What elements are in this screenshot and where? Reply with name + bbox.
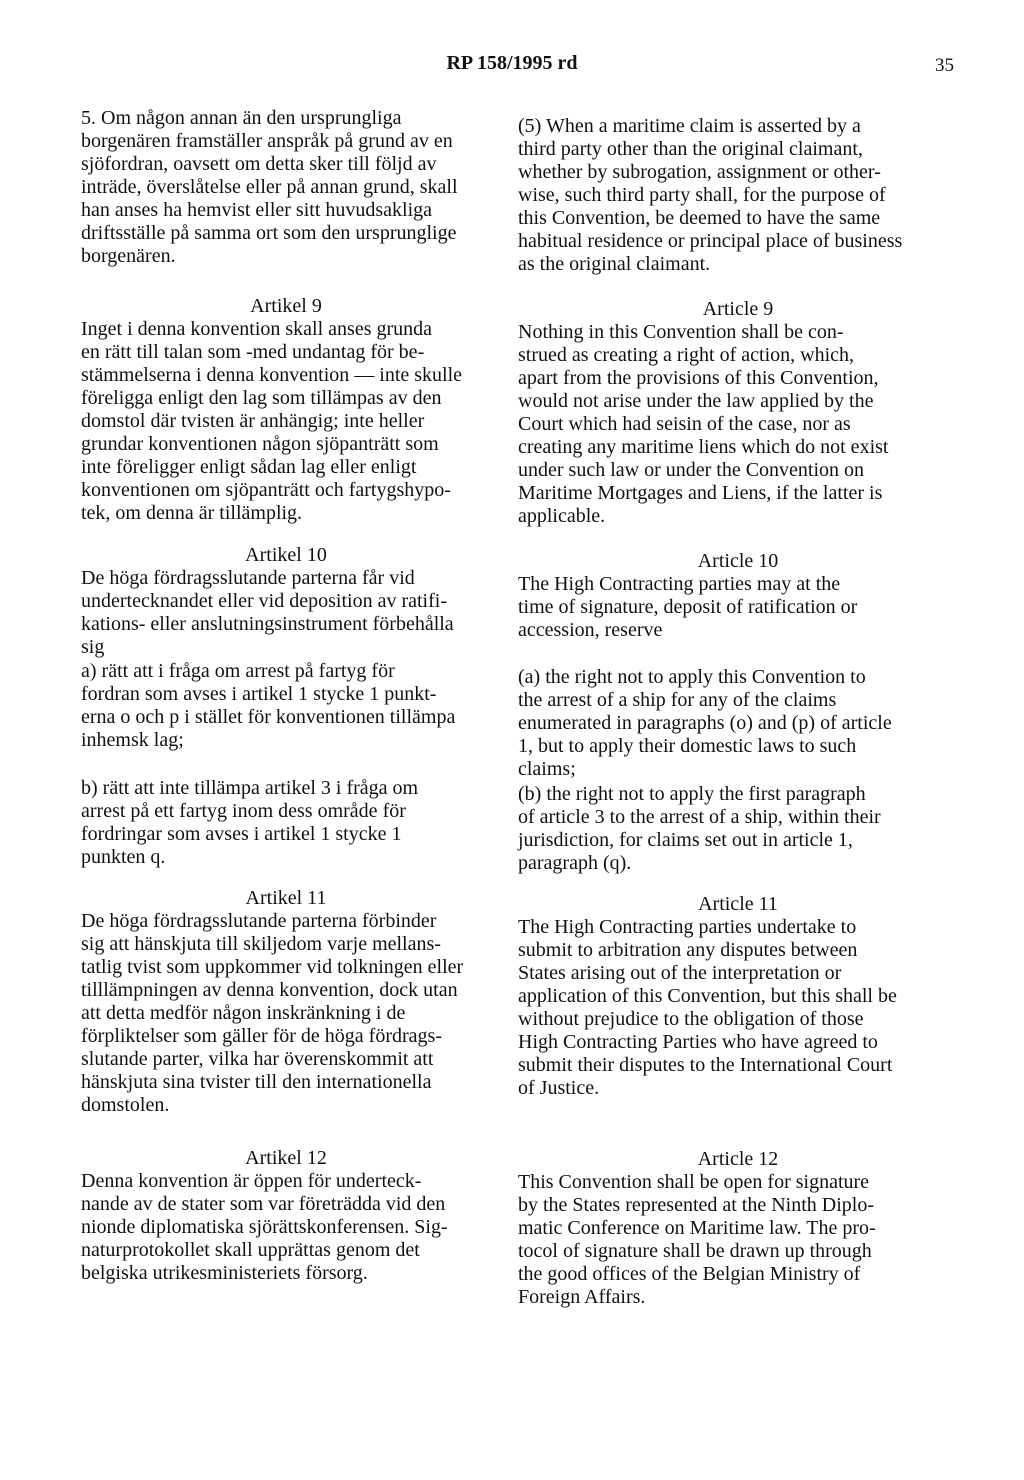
swedish-article-9-text: Inget i denna konvention skall anses grunda en rätt till talan som -med undantag för be- stämmelserna i denna konvention — inte skulle föreligga enligt den lag som tillämpas av den domstol där tvisten är anhängig; inte heller grundar konventionen någon sjöpanträtt som inte föreligger enligt sådan lag eller enligt konventionen om sjöpanträtt och fartygshypo- tek, om denna är tillämplig.	[81, 318, 463, 524]
english-article-10-heading: Article 10	[697, 550, 779, 572]
page-header-title: RP 158/1995 rd	[446, 52, 578, 74]
swedish-article-9-heading: Artikel 9	[250, 295, 322, 317]
swedish-paragraph-5: 5. Om någon annan än den ursprungliga borgenären framställer anspråk på grund av en sjöfordran, oavsett om detta sker till följd av inträde, överslåtelse eller på annan grund, skall han anses ha hemvist eller sitt huvudsakliga driftsställe på samma ort som den ursprunglige borgenären.	[81, 107, 458, 267]
swedish-article-11-text: De höga fördragsslutande parterna förbinder sig att hänskjuta till skiljedom varje mellans- tatlig tvist som uppkommer vid tolkningen eller tilllämpningen av denna konvention, dock utan att detta medför någon inskränkning i de förpliktelser som gäller för de höga fördrags- slutande parter, vilka har överenskommit att hänskjuta sina tvister till den internationella domstolen.	[81, 910, 464, 1116]
swedish-article-10-heading: Artikel 10	[245, 544, 327, 566]
english-article-10-item-a: (a) the right not to apply this Convention to the arrest of a ship for any of the claims enumerated in paragraphs (o) and (p) of article 1, but to apply their domestic laws to such claims;	[518, 666, 892, 780]
swedish-article-10-intro: De höga fördragsslutande parterna får vid undertecknandet eller vid deposition av ratifi- kations- eller anslutningsinstrument förbehålla sig	[81, 567, 454, 658]
english-paragraph-5: (5) When a maritime claim is asserted by a third party other than the original claimant, whether by subrogation, assignment or other- wise, such third party shall, for the purpose of this Convention, be deemed to have the same habitual residence or principal place of business as the original claimant.	[518, 115, 903, 275]
english-article-9-text: Nothing in this Convention shall be con- strued as creating a right of action, which, apart from the provisions of this Convention, would not arise under the law applied by the Court which had seisin of the case, nor as creating any maritime liens which do not exist under such law or under the Convention on Maritime Mortgages and Liens, if the latter is applicable.	[518, 321, 889, 527]
english-article-10-item-b: (b) the right not to apply the first paragraph of article 3 to the arrest of a ship, within their jurisdiction, for claims set out in article 1, paragraph (q).	[518, 783, 881, 874]
english-article-10-intro: The High Contracting parties may at the time of signature, deposit of ratification or accession, reserve	[518, 573, 858, 641]
swedish-article-12-text: Denna konvention är öppen för underteck- nande av de stater som var företrädda vid den nionde diplomatiska sjörättskonferensen. Sig- naturprotokollet skall upprättas genom det belgiska utrikesministeriets försorg.	[81, 1170, 448, 1284]
swedish-article-10-item-a: a) rätt att i fråga om arrest på fartyg för fordran som avses i artikel 1 stycke 1 punkt- erna o och p i stället för konventionen tillämpa inhemsk lag;	[81, 660, 456, 751]
english-article-11-text: The High Contracting parties undertake to submit to arbitration any disputes between States arising out of the interpretation or application of this Convention, but this shall be without prejudice to the obligation of those High Contracting Parties who have agreed to submit their disputes to the International Court of Justice.	[518, 916, 897, 1099]
english-article-12-text: This Convention shall be open for signature by the States represented at the Ninth Diplo- matic Conference on Maritime law. The pro- tocol of signature shall be drawn up through the good offices of the Belgian Ministry of Foreign Affairs.	[518, 1171, 876, 1308]
swedish-article-12-heading: Artikel 12	[245, 1147, 327, 1169]
english-article-12-heading: Article 12	[697, 1148, 779, 1170]
page-number: 35	[935, 55, 954, 76]
swedish-article-11-heading: Artikel 11	[245, 887, 327, 909]
english-article-9-heading: Article 9	[702, 298, 774, 320]
swedish-article-10-item-b: b) rätt att inte tillämpa artikel 3 i fråga om arrest på ett fartyg inom dess område för fordringar som avses i artikel 1 stycke 1 punkten q.	[81, 777, 419, 868]
english-article-11-heading: Article 11	[698, 893, 778, 915]
